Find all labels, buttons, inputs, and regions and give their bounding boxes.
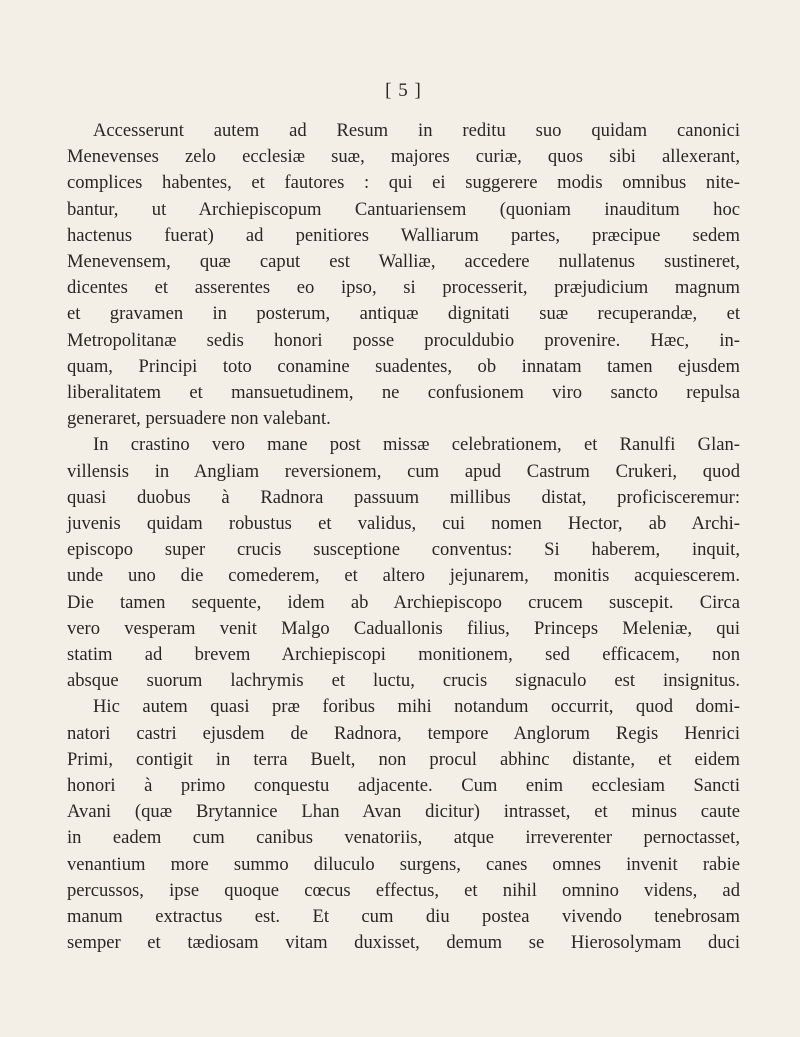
text-line: bantur, ut Archiepiscopum Cantuariensem (quoniam inauditum hoc <box>67 198 740 220</box>
text-line: quam, Principi toto conamine suadentes, ob innatam tamen ejusdem <box>67 355 740 377</box>
text-line: villensis in Angliam reversionem, cum apud Castrum Crukeri, quod <box>67 460 740 482</box>
text-line: episcopo super crucis susceptione conventus: Si haberem, inquit, <box>67 539 740 561</box>
text-line: absque suorum lachrymis et luctu, crucis signaculo est insignitus. <box>67 670 740 692</box>
text-line: statim ad brevem Archiepiscopi monitionem, sed efficacem, non <box>67 644 740 666</box>
text-line: Menevenses zelo ecclesiæ suæ, majores curiæ, quos sibi allexerant, <box>67 146 740 168</box>
body-text <box>67 118 740 957</box>
text-line: venantium more summo diluculo surgens, canes omnes invenit rabie <box>67 853 740 875</box>
text-line: Primi, contigit in terra Buelt, non procul abhinc distante, et eidem <box>67 748 740 770</box>
paragraph <box>67 694 740 956</box>
text-line: dicentes et asserentes eo ipso, si processerit, præjudicium magnum <box>67 277 740 299</box>
text-line: percussos, ipse quoque cœcus effectus, et nihil omnino videns, ad <box>67 879 740 901</box>
text-line: et gravamen in posterum, antiquæ dignitati suæ recuperandæ, et <box>67 303 740 325</box>
text-line: liberalitatem et mansuetudinem, ne confusionem viro sancto repulsa <box>67 382 740 404</box>
text-line: manum extractus est. Et cum diu postea vivendo tenebrosam <box>67 906 740 928</box>
text-line: unde uno die comederem, et altero jejunarem, monitis acquiescerem. <box>67 565 740 587</box>
text-line: honori à primo conquestu adjacente. Cum enim ecclesiam Sancti <box>67 775 740 797</box>
text-line: hactenus fuerat) ad penitiores Walliarum partes, præcipue sedem <box>67 224 740 246</box>
text-line: juvenis quidam robustus et validus, cui nomen Hector, ab Archi- <box>67 513 740 535</box>
text-line: generaret, persuadere non valebant. <box>67 408 331 430</box>
text-line: semper et tædiosam vitam duxisset, demum se Hierosolymam duci <box>67 932 740 954</box>
text-line: In crastino vero mane post missæ celebrationem, et Ranulfi Glan- <box>93 434 740 456</box>
text-line: in eadem cum canibus venatoriis, atque irreverenter pernoctasset, <box>67 827 740 849</box>
text-line: natori castri ejusdem de Radnora, tempore Anglorum Regis Henrici <box>67 722 740 744</box>
text-line: Hic autem quasi præ foribus mihi notandum occurrit, quod domi- <box>93 696 740 718</box>
page-number: [ 5 ] <box>385 80 422 101</box>
text-line: Die tamen sequente, idem ab Archiepiscopo crucem suscepit. Circa <box>67 591 740 613</box>
paragraph <box>67 118 740 432</box>
text-line: Menevensem, quæ caput est Walliæ, accedere nullatenus sustineret, <box>67 251 740 273</box>
text-line: complices habentes, et fautores : qui ei suggerere modis omnibus nite- <box>67 172 740 194</box>
text-line: Accesserunt autem ad Resum in reditu suo quidam canonici <box>93 120 740 141</box>
text-line: vero vesperam venit Malgo Caduallonis filius, Princeps Meleniæ, qui <box>67 617 740 639</box>
text-line: Metropolitanæ sedis honori posse proculdubio provenire. Hæc, in- <box>67 329 740 351</box>
paragraph <box>67 432 740 694</box>
text-line: Avani (quæ Brytannice Lhan Avan dicitur) intrasset, et minus caute <box>67 801 740 823</box>
text-line: quasi duobus à Radnora passuum millibus distat, proficisceremur: <box>67 486 740 508</box>
